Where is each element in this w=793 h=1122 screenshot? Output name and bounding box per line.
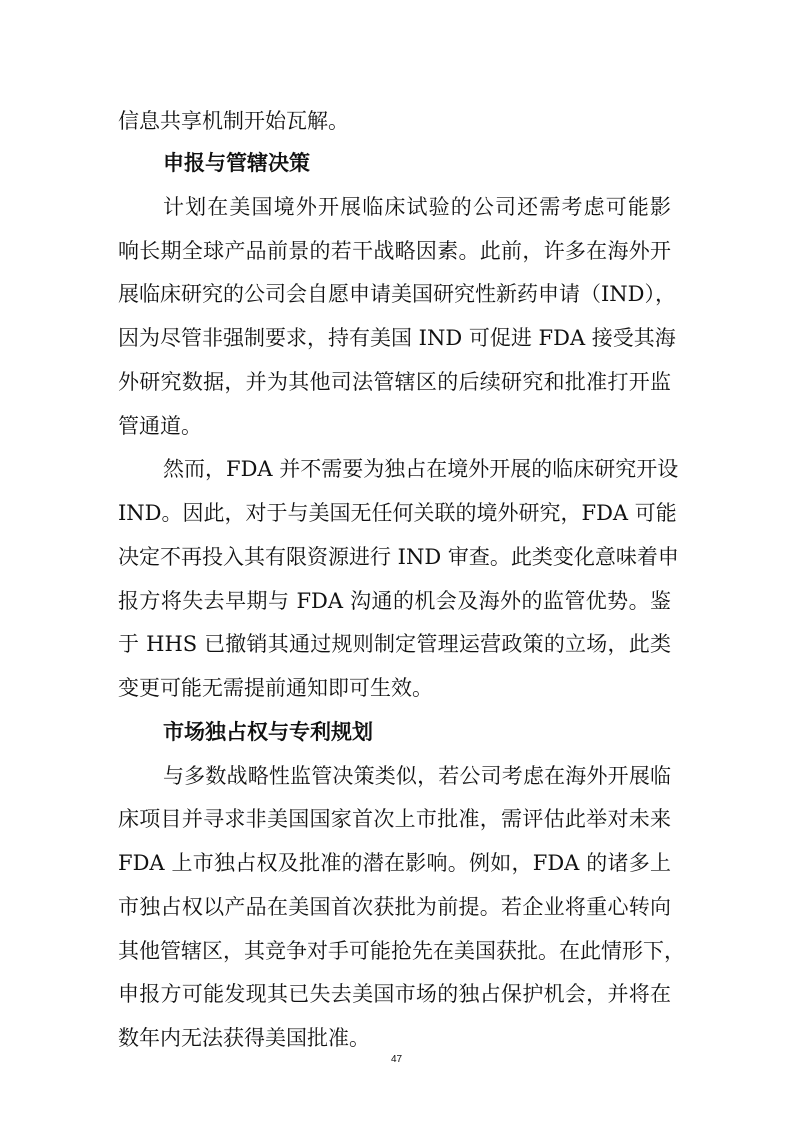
section-heading: 申报与管辖决策 (163, 151, 310, 175)
paragraph-line: 市独占权以产品在美国首次获批为前提。若企业将重心转向 (118, 895, 671, 919)
paragraph-line: 决定不再投入其有限资源进行 IND 审查。此类变化意味着申 (118, 545, 679, 569)
paragraph-line: 其他管辖区，其竞争对手可能抢先在美国获批。在此情形下， (118, 939, 685, 963)
paragraph-line: 与多数战略性监管决策类似，若公司考虑在海外开展临 (163, 764, 671, 788)
paragraph-line: 计划在美国境外开展临床试验的公司还需考虑可能影 (163, 195, 671, 219)
paragraph-line: 因为尽管非强制要求，持有美国 IND 可促进 FDA 接受其海 (118, 326, 676, 350)
paragraph-line: 数年内无法获得美国批准。 (118, 1026, 370, 1050)
paragraph-line: 于 HHS 已撤销其通过规则制定管理运营政策的立场，此类 (118, 632, 671, 656)
paragraph-line: 床项目并寻求非美国国家首次上市批准，需评估此举对未来 (118, 807, 671, 831)
paragraph-line: 然而，FDA 并不需要为独占在境外开展的临床研究开设 (163, 457, 679, 481)
paragraph-line: FDA 上市独占权及批准的潜在影响。例如，FDA 的诸多上 (118, 851, 671, 875)
paragraph-line: 管通道。 (118, 414, 202, 438)
paragraph-line: 响长期全球产品前景的若干战略因素。此前，许多在海外开 (118, 239, 671, 263)
paragraph-line: 申报方可能发现其已失去美国市场的独占保护机会，并将在 (118, 982, 671, 1006)
paragraph-line: 展临床研究的公司会自愿申请美国研究性新药申请（IND）， (118, 282, 677, 306)
paragraph-line: 外研究数据，并为其他司法管辖区的后续研究和批准打开监 (118, 370, 671, 394)
page-number: 47 (390, 1054, 403, 1065)
paragraph-line: IND。因此，对于与美国无任何关联的境外研究，FDA 可能 (118, 501, 677, 525)
paragraph-line: 信息共享机制开始瓦解。 (118, 109, 349, 133)
paragraph-line: 报方将失去早期与 FDA 沟通的机会及海外的监管优势。鉴 (118, 589, 671, 613)
section-heading: 市场独占权与专利规划 (163, 720, 373, 744)
paragraph-line: 变更可能无需提前通知即可生效。 (118, 676, 433, 700)
